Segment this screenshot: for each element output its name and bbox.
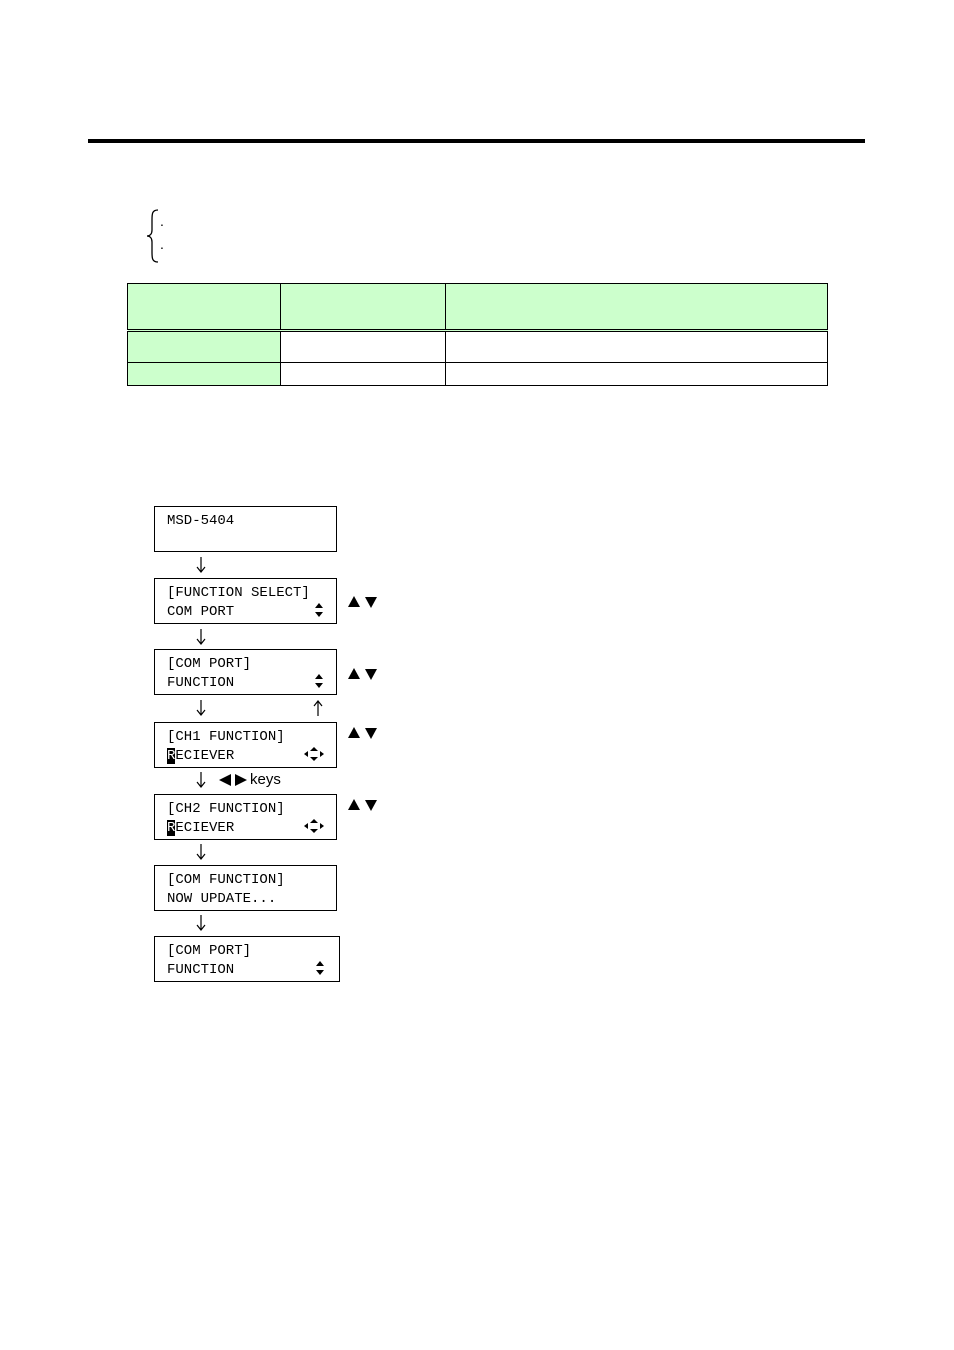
bullet-item: . <box>160 213 164 229</box>
lcd-line-1: [FUNCTION SELECT] <box>167 585 310 601</box>
lcd-line-1: [CH2 FUNCTION] <box>167 801 285 817</box>
top-rule <box>88 139 865 143</box>
lcd-screen-function-select <box>154 578 337 624</box>
table-cell <box>446 363 828 386</box>
down-arrow-icon <box>195 914 207 932</box>
lcd-line-2: FUNCTION <box>167 962 235 978</box>
lcd-screen-com-port <box>154 649 337 695</box>
lcd-line-1: MSD-5404 <box>167 513 235 529</box>
table-header-cell <box>446 284 828 331</box>
left-right-triangle-keys-icon <box>218 773 248 787</box>
settings-table <box>127 283 828 386</box>
lcd-line-1: [COM PORT] <box>167 943 252 959</box>
lcd-line-1: [COM FUNCTION] <box>167 872 285 888</box>
lcd-line-2: FUNCTION <box>167 675 235 691</box>
table-cell <box>446 331 828 363</box>
lcd-cursor: R <box>167 820 176 836</box>
table-cell <box>281 331 446 363</box>
updown-indicator-icon <box>315 960 325 976</box>
down-arrow-icon <box>195 556 207 574</box>
up-down-triangle-keys-icon <box>347 726 379 740</box>
updown-indicator-icon <box>314 602 324 618</box>
table-header-row <box>128 284 828 331</box>
table-header-cell <box>281 284 446 331</box>
lcd-line-1: [COM PORT] <box>167 656 252 672</box>
up-arrow-icon <box>312 699 324 717</box>
keys-note-label: keys <box>250 771 281 788</box>
table-cell <box>128 331 281 363</box>
up-down-triangle-keys-icon <box>347 595 379 609</box>
lcd-screen-com-function-update <box>154 865 337 911</box>
lcd-line-2: NOW UPDATE... <box>167 891 277 907</box>
updown-indicator-icon <box>314 673 324 689</box>
lcd-line-2 <box>167 747 234 765</box>
four-way-indicator-icon <box>303 746 325 762</box>
down-arrow-icon <box>195 771 207 789</box>
lcd-screen-startup <box>154 506 337 552</box>
lcd-line-2: COM PORT <box>167 604 235 620</box>
four-way-indicator-icon <box>303 818 325 834</box>
lcd-line-2-text: ECIEVER <box>175 748 235 764</box>
lcd-screen-ch1-function <box>154 722 337 768</box>
lcd-screen-com-port-return <box>154 936 340 982</box>
lcd-screen-ch2-function <box>154 794 337 840</box>
table-cell <box>281 363 446 386</box>
down-arrow-icon <box>195 699 207 717</box>
lcd-line-2-text: ECIEVER <box>175 820 235 836</box>
table-row <box>128 363 828 386</box>
down-arrow-icon <box>195 628 207 646</box>
table-header-cell <box>128 284 281 331</box>
table-cell <box>128 363 281 386</box>
keys-note <box>218 771 281 789</box>
lcd-line-1: [CH1 FUNCTION] <box>167 729 285 745</box>
lcd-line-2 <box>167 819 234 837</box>
up-down-triangle-keys-icon <box>347 667 379 681</box>
down-arrow-icon <box>195 843 207 861</box>
table-row <box>128 331 828 363</box>
up-down-triangle-keys-icon <box>347 798 379 812</box>
bullet-item: . <box>160 236 164 252</box>
lcd-cursor: R <box>167 748 176 764</box>
